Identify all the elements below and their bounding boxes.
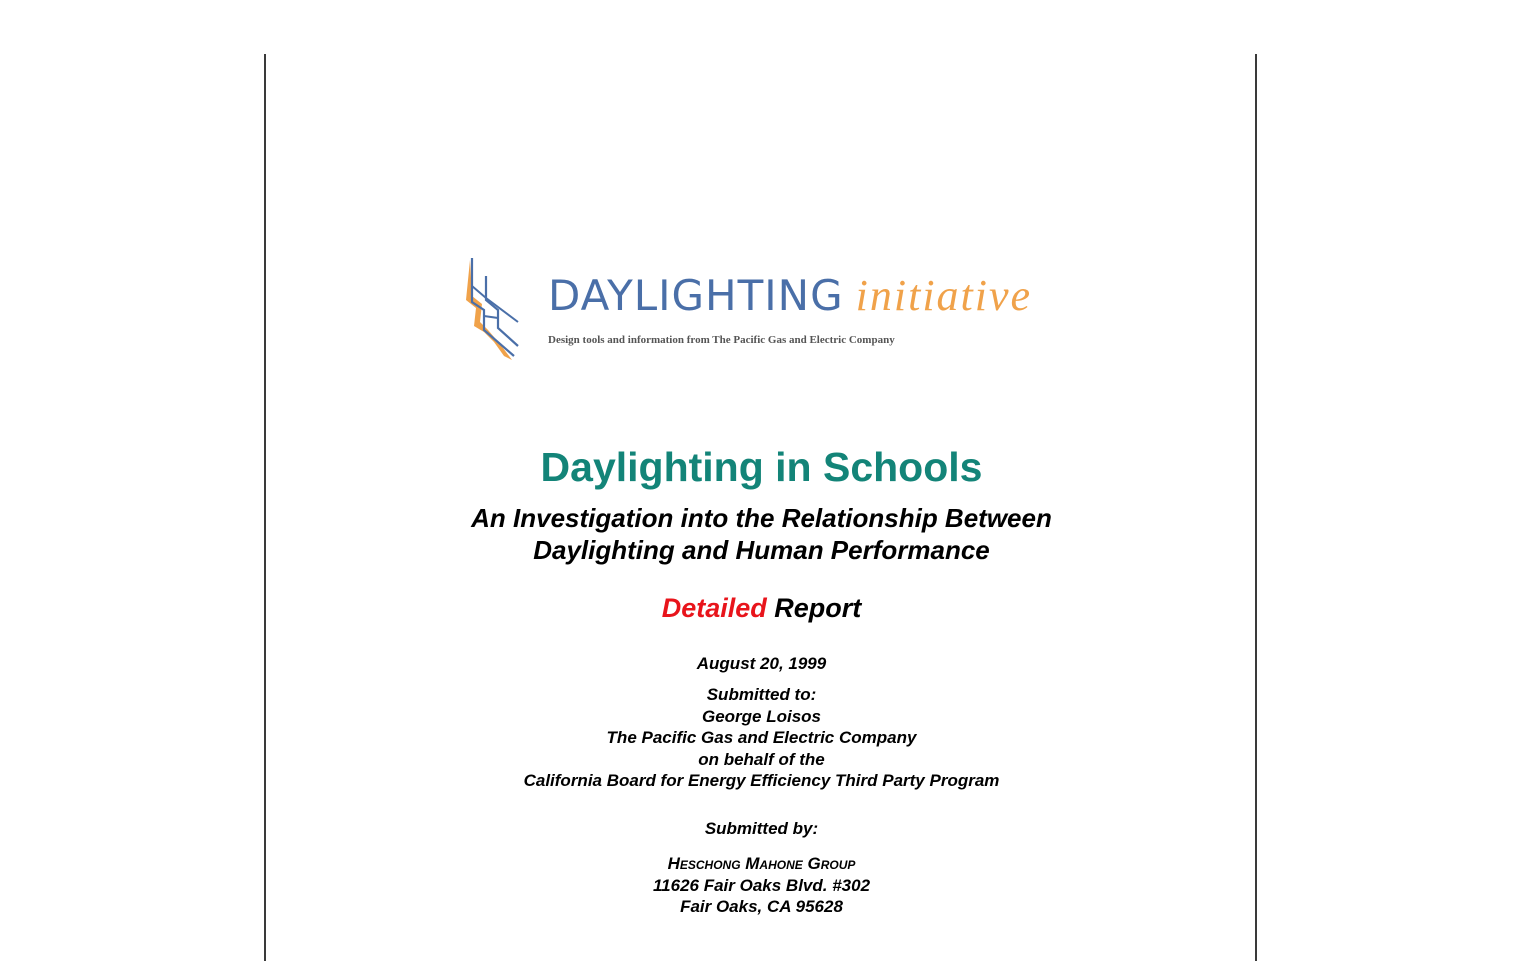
recipient-company: The Pacific Gas and Electric Company	[606, 728, 917, 747]
logo-brand-word: DAYLIGHTING	[548, 271, 844, 320]
submitted-to-label: Submitted to:	[706, 685, 817, 704]
submitted-by-label: Submitted by:	[704, 819, 819, 838]
document-subtitle	[264, 502, 1259, 566]
report-type	[264, 593, 1259, 624]
report-date: August 20, 1999	[696, 654, 827, 673]
logo-tagline: Design tools and information from The Pacific Gas and Electric Company	[548, 334, 895, 346]
recipient-behalf: on behalf of the	[698, 749, 825, 769]
window-frame-icon	[464, 256, 524, 364]
submitter-group: Heschong Mahone Group	[667, 854, 856, 873]
subtitle-line-1: An Investigation into the Relationship Between	[471, 503, 1052, 533]
recipient-program: California Board for Energy Efficiency Third Party Program	[523, 771, 1000, 790]
logo-brand-italic: initiative	[855, 271, 1033, 320]
submitter-address-block	[264, 853, 1259, 918]
submitter-street: 11626 Fair Oaks Blvd. #302	[652, 875, 871, 895]
logo-wordmark	[548, 270, 1032, 321]
recipient-name: George Loisos	[701, 706, 822, 726]
report-word: Report	[774, 593, 862, 623]
submitted-to-block	[264, 684, 1259, 792]
daylighting-initiative-logo	[464, 256, 1054, 368]
report-accent-word: Detailed	[661, 593, 767, 623]
submitter-city: Fair Oaks, CA 95628	[680, 897, 843, 916]
subtitle-line-2: Daylighting and Human Performance	[533, 535, 990, 565]
document-title: Daylighting in Schools	[540, 444, 983, 490]
